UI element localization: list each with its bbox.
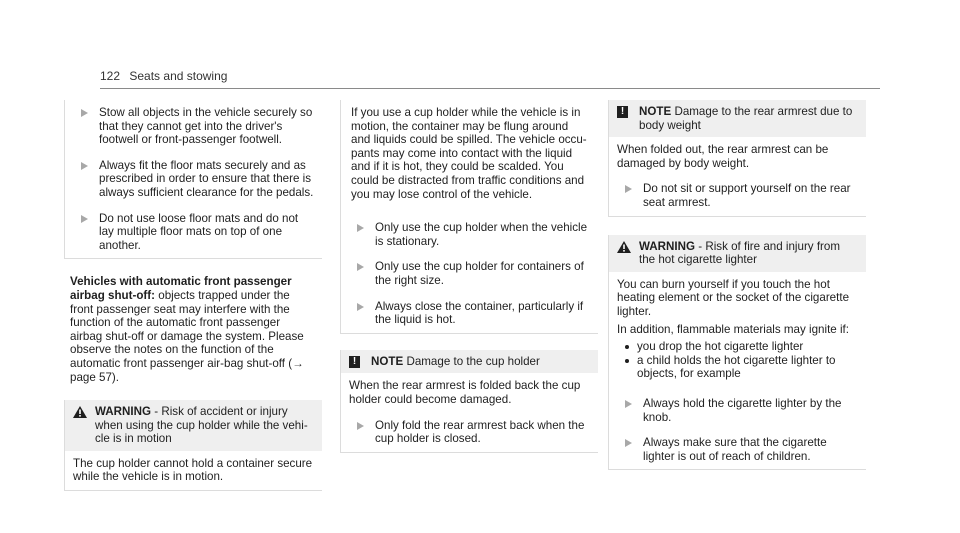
column-2 <box>340 100 598 453</box>
column-1 <box>64 100 322 491</box>
note-header <box>341 350 598 374</box>
bullet-text: a child holds the hot cigarette lighter to objects, for example <box>637 353 836 381</box>
warning-triangle-icon <box>617 241 631 257</box>
step-arrow-icon <box>357 422 364 430</box>
note-title: Damage to the cup holder <box>403 354 540 368</box>
note-exclamation-icon: ! <box>349 356 360 368</box>
step-text: Always fit the floor mats securely and as prescribed in order to ensure that there is always sufficient clearance for the pedals. <box>99 158 314 199</box>
step-item <box>341 294 598 333</box>
note-box <box>608 100 866 217</box>
note-exclamation-icon: ! <box>617 106 628 118</box>
bullet-item <box>617 340 858 354</box>
intro-text: If you use a cup holder while the vehicle is in motion, the container may be flung around and liquids could be spilled. The vehicle occu-pants may come into contact with the liquid and if it is hot, they could be scalded. You could be distracted from traffic conditions and you may lose control of the vehicle. <box>351 106 587 201</box>
warning-triangle-icon <box>73 406 87 422</box>
page-number: 122 <box>100 69 121 83</box>
step-item <box>341 413 598 452</box>
step-text: Do not sit or support yourself on the rear seat armrest. <box>643 182 851 209</box>
step-item <box>341 254 598 293</box>
cup-holder-box <box>340 100 598 334</box>
note-title: Damage to the rear armrest due to body weight <box>639 105 853 132</box>
step-item <box>609 430 866 469</box>
step-text: Always hold the cigarette lighter by the knob. <box>643 396 842 424</box>
step-arrow-icon <box>625 439 632 447</box>
step-item <box>65 153 322 206</box>
step-arrow-icon <box>81 109 88 117</box>
warning-title: - Risk of accident or injury when using the cup holder while the vehi-cle is in motion <box>95 405 308 446</box>
bullet-dot-icon <box>625 345 629 349</box>
page-header <box>100 70 227 84</box>
step-item <box>609 391 866 430</box>
step-text: Stow all objects in the vehicle securely so that they cannot get into the driver's footwell or front-passenger footwell. <box>99 106 313 147</box>
warning-paragraph: In addition, flammable materials may ignite if: <box>617 322 849 336</box>
airbag-shutoff-paragraph <box>64 275 322 384</box>
step-arrow-icon <box>357 303 364 311</box>
note-header <box>609 100 866 137</box>
step-arrow-icon <box>357 224 364 232</box>
warning-paragraph: You can burn yourself if you touch the hot heating element or the socket of the cigarette lighter. <box>617 277 850 318</box>
step-item <box>609 176 866 215</box>
instruction-steps-box <box>64 100 322 259</box>
step-text: Only use the cup holder for containers of the right size. <box>375 260 584 287</box>
warning-header <box>609 235 866 272</box>
note-body: When the rear armrest is folded back the cup holder could become damaged. <box>349 379 581 406</box>
note-label: NOTE <box>371 354 404 368</box>
step-text: Only fold the rear armrest back when the cup holder is closed. <box>375 418 585 446</box>
step-text: Do not use loose floor mats and do not lay multiple floor mats on top of one another. <box>99 211 299 252</box>
step-text: Always close the container, particularly if the liquid is hot. <box>375 299 584 327</box>
bullet-item <box>617 354 858 381</box>
header-divider <box>100 88 880 89</box>
step-arrow-icon <box>625 400 632 408</box>
warning-title: - Risk of fire and injury from the hot cigarette lighter <box>639 239 841 267</box>
paragraph-text: objects trapped under the front passenger seat may interfere with the function of the automatic front passenger airbag shut-off or damage the system. Please observe the notes on the function of the automatic front passenger air-bag shut-off (→ page 57). <box>70 288 304 384</box>
note-box <box>340 350 598 453</box>
warning-body <box>609 272 866 387</box>
step-text: Always make sure that the cigarette lighter is out of reach of children. <box>643 436 827 463</box>
step-arrow-icon <box>81 162 88 170</box>
section-title: Seats and stowing <box>129 69 228 83</box>
bullet-dot-icon <box>625 359 629 363</box>
paragraph-heading: Vehicles with automatic front passenger airbag shut-off: <box>70 275 292 302</box>
note-body: When folded out, the rear armrest can be damaged by body weight. <box>617 143 829 170</box>
warning-box <box>608 235 866 471</box>
step-arrow-icon <box>81 215 88 223</box>
bullet-text: you drop the hot cigarette lighter <box>637 340 804 354</box>
step-arrow-icon <box>357 263 364 271</box>
warning-label: WARNING <box>639 239 696 253</box>
warning-box <box>64 400 322 491</box>
step-text: Only use the cup holder when the vehicle is stationary. <box>375 221 588 248</box>
step-arrow-icon <box>625 185 632 193</box>
step-item <box>65 100 322 153</box>
warning-body: The cup holder cannot hold a container secure while the vehicle is in motion. <box>73 456 313 484</box>
note-label: NOTE <box>639 105 672 118</box>
step-item <box>341 215 598 254</box>
warning-header <box>65 400 322 451</box>
column-3 <box>608 100 866 470</box>
warning-label: WARNING <box>95 405 152 419</box>
step-item <box>65 206 322 259</box>
